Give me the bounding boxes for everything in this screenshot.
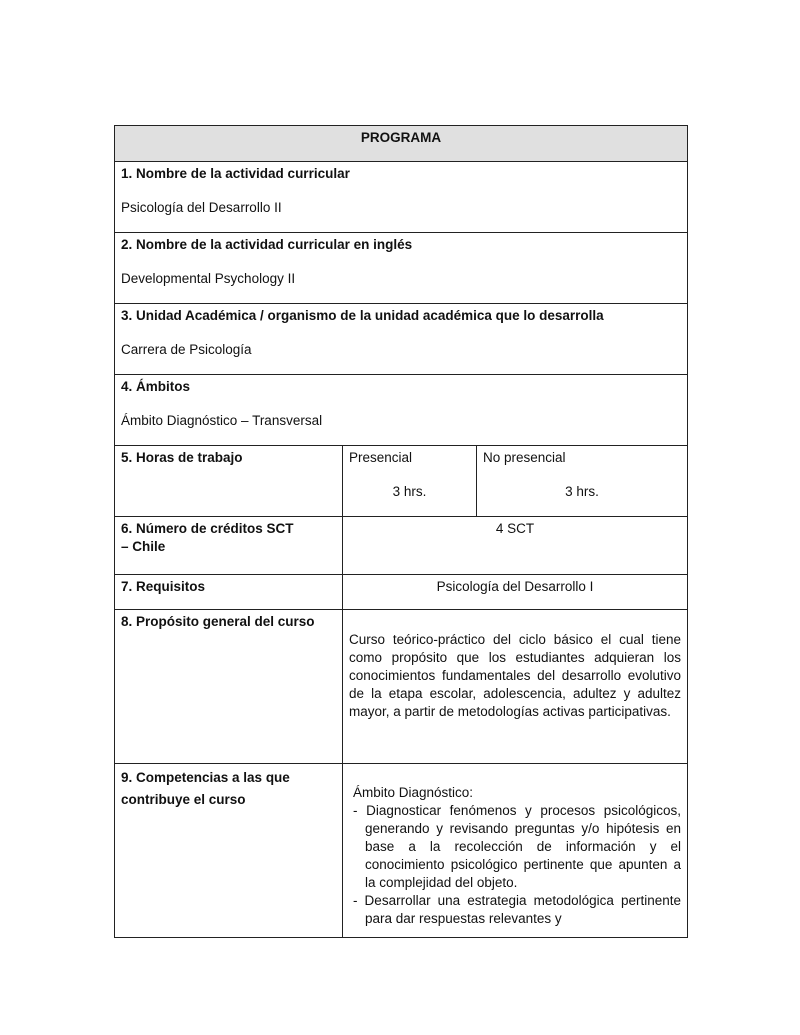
section-value: Ámbito Diagnóstico – Transversal: [121, 413, 323, 428]
table-title: PROGRAMA: [115, 126, 688, 162]
section-label: 9. Competencias a las que contribuye el curso: [121, 770, 290, 807]
program-table: [114, 125, 688, 938]
section-label: 5. Horas de trabajo: [121, 450, 243, 465]
credits-value: 4 SCT: [343, 517, 688, 575]
section-label: 4. Ámbitos: [121, 379, 191, 394]
section-label: 6. Número de créditos SCT – Chile: [121, 521, 294, 554]
section-1: [115, 162, 688, 233]
no-presencial-label: No presencial: [483, 450, 566, 465]
competency-item: - Desarrollar una estrategia metodológica pertinente para dar respuestas relevantes y: [353, 893, 682, 926]
section-4: [115, 375, 688, 446]
section-3: [115, 304, 688, 375]
presencial-cell: [343, 446, 477, 517]
section-label: 2. Nombre de la actividad curricular en inglés: [121, 237, 413, 252]
competencies-heading: Ámbito Diagnóstico:: [353, 785, 474, 800]
competency-item: - Diagnosticar fenómenos y procesos psicológicos, generando y revisando preguntas y/o hipótesis en base a la recolección de información y el conocimiento psicológico pertinente que apunten a la complejidad del objeto.: [353, 803, 682, 890]
section-label: 1. Nombre de la actividad curricular: [121, 166, 350, 181]
purpose-value: Curso teórico-práctico del ciclo básico el cual tiene como propósito que los estudiantes adquieran los conocimientos fundamentales del desarrollo evolutivo de la etapa escolar, adolescencia, adultez y adultez mayor, a partir de metodologías activas participativas.: [343, 610, 688, 764]
section-9-label: [115, 764, 343, 938]
section-6-label: [115, 517, 343, 575]
section-label: 7. Requisitos: [121, 579, 206, 594]
section-5-label: [115, 446, 343, 517]
requirements-value: Psicología del Desarrollo I: [343, 575, 688, 610]
section-8-label: [115, 610, 343, 764]
section-label: 3. Unidad Académica / organismo de la unidad académica que lo desarrolla: [121, 308, 604, 323]
section-7-label: [115, 575, 343, 610]
section-value: Carrera de Psicología: [121, 342, 252, 357]
competencies-cell: [343, 764, 688, 938]
no-presencial-cell: [477, 446, 688, 517]
presencial-label: Presencial: [349, 450, 413, 465]
section-2: [115, 233, 688, 304]
section-label: 8. Propósito general del curso: [121, 614, 315, 629]
no-presencial-value: 3 hrs.: [565, 484, 599, 499]
presencial-value: 3 hrs.: [392, 484, 427, 499]
section-value: Psicología del Desarrollo II: [121, 200, 282, 215]
section-value: Developmental Psychology II: [121, 271, 296, 286]
